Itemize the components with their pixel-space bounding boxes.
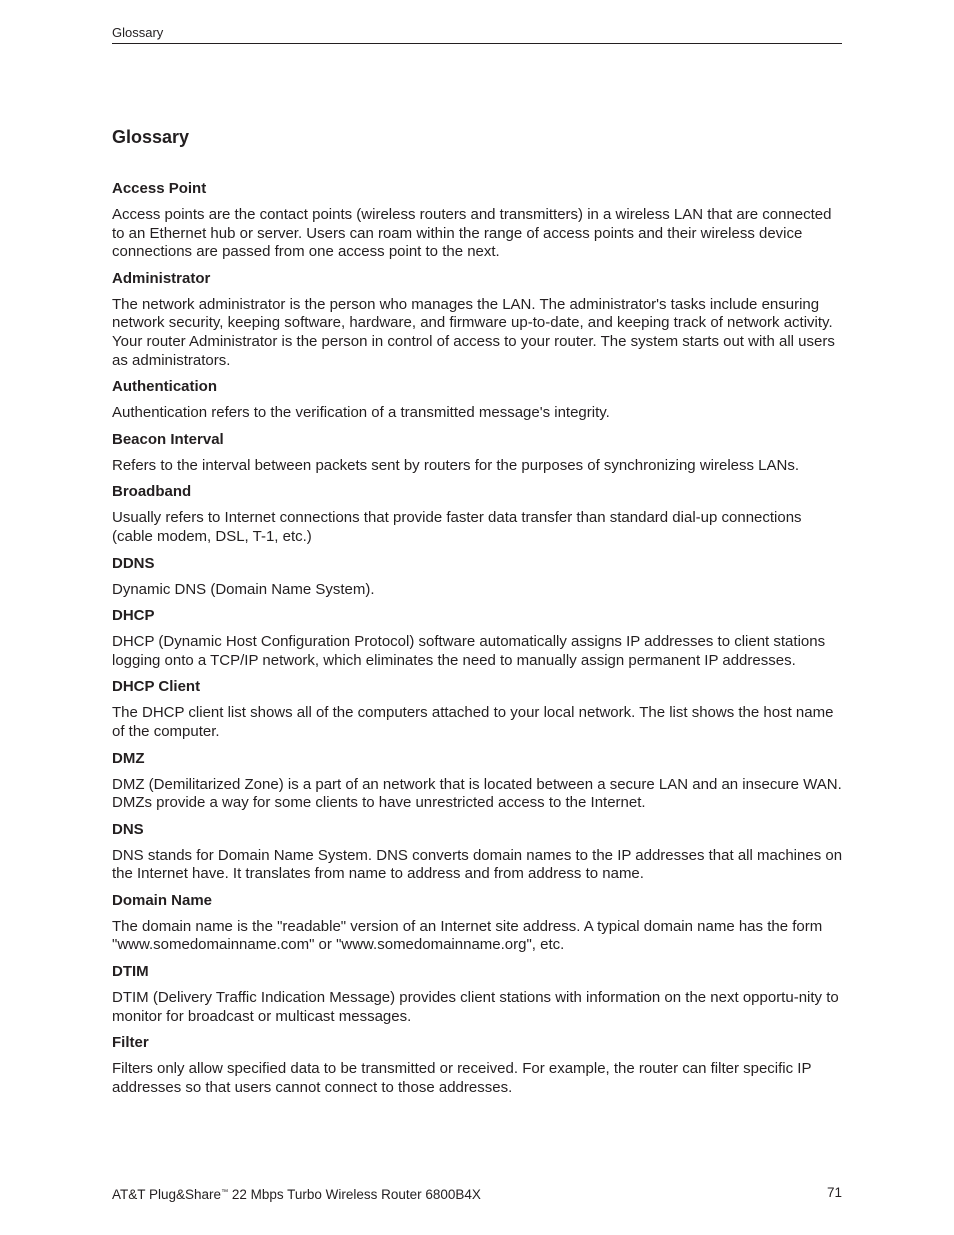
glossary-entry-authentication — [112, 378, 844, 423]
glossary-definition: The DHCP client list shows all of the computers attached to your local network. The list shows the host name of the computer. — [112, 704, 834, 740]
glossary-definition: DNS stands for Domain Name System. DNS converts domain names to the IP addresses that all machines on the Internet have. It translates from name to address and from address to name. — [112, 846, 843, 883]
page-number: 71 — [826, 1185, 842, 1200]
glossary-term: DTIM — [112, 963, 149, 981]
glossary-entry-dmz — [112, 750, 844, 813]
glossary-term: DNS — [112, 820, 144, 838]
glossary-entry-access-point — [112, 180, 844, 262]
glossary-term: Authentication — [112, 378, 217, 396]
glossary-term: Access Point — [112, 180, 207, 197]
footer-product-suffix: 22 Mbps Turbo Wireless Router 6800B4X — [228, 1187, 481, 1202]
glossary-definition: Refers to the interval between packets sent by routers for the purposes of synchronizing wireless LANs. — [112, 456, 800, 474]
glossary-definition: DMZ (Demilitarized Zone) is a part of an network that is located between a secure LAN and an insecure WAN. DMZs provide a way for some clients to have unrestricted access to the Internet. — [112, 775, 842, 812]
glossary-term: DDNS — [112, 554, 155, 572]
glossary-entry-domain-name — [112, 892, 844, 955]
running-header — [112, 25, 842, 44]
glossary-definition: Dynamic DNS (Domain Name System). — [112, 580, 375, 598]
glossary-definition: Filters only allow specified data to be transmitted or received. For example, the router can filter specific IP addresses so that users cannot connect to those addresses. — [112, 1060, 812, 1096]
glossary-definition: DHCP (Dynamic Host Configuration Protocol) software automatically assigns IP addresses to client stations logging onto a TCP/IP network, which eliminates the need to manually assign permanent IP addresses. — [112, 633, 826, 669]
glossary-term: Filter — [112, 1034, 149, 1052]
glossary-definition: Usually refers to Internet connections that provide faster data transfer than standard dial-up connections (cable modem, DSL, T-1, etc.) — [112, 509, 802, 545]
glossary-entry-administrator — [112, 270, 844, 370]
glossary-entry-dns — [112, 821, 844, 884]
glossary-definition: The network administrator is the person who manages the LAN. The administrator's tasks include ensuring network security, keeping software, hardware, and firmware up-to-date, and keeping track of network activity. Your router Administrator is the person in control of access to your router. The system starts out with all users as administrators. — [112, 295, 835, 369]
glossary-entry-dtim — [112, 963, 844, 1026]
glossary-entry-beacon-interval — [112, 431, 844, 476]
page-title: Glossary — [112, 127, 190, 147]
glossary-definition: Access points are the contact points (wireless routers and transmitters) in a wireless LAN that are connected to an Ethernet hub or server. Users can roam within the range of access points and their wireless device connections are passed from one access point to the next. — [112, 206, 832, 261]
glossary-term: DMZ — [112, 749, 145, 767]
glossary-entry-broadband — [112, 483, 844, 546]
glossary-entry-dhcp — [112, 607, 844, 670]
footer-product-prefix: AT&T Plug&Share — [112, 1187, 222, 1202]
glossary-term: Beacon Interval — [112, 430, 224, 448]
glossary-term: Administrator — [112, 269, 211, 287]
glossary-definition: Authentication refers to the verification of a transmitted message's integrity. — [112, 404, 610, 422]
glossary-term: DHCP — [112, 607, 155, 625]
footer-product-name — [112, 1184, 481, 1204]
glossary-entry-ddns — [112, 555, 844, 600]
glossary-term: Broadband — [112, 483, 192, 501]
trademark-symbol: ™ — [221, 1189, 229, 1196]
glossary-entry-filter — [112, 1034, 844, 1097]
glossary-entries — [112, 180, 844, 1105]
glossary-term: Domain Name — [112, 891, 213, 909]
glossary-entry-dhcp-client — [112, 678, 844, 741]
glossary-term: DHCP Client — [112, 678, 201, 696]
page-footer — [112, 1184, 842, 1204]
glossary-definition: DTIM (Delivery Traffic Indication Message) provides client stations with information on the next opportu-nity to monitor for broadcast or multicast messages. — [112, 989, 839, 1025]
running-header-title: Glossary — [112, 25, 164, 40]
glossary-definition: The domain name is the "readable" version of an Internet site address. A typical domain name has the form "www.somedomainname.com" or "www.somedomainname.org", etc. — [112, 917, 823, 954]
